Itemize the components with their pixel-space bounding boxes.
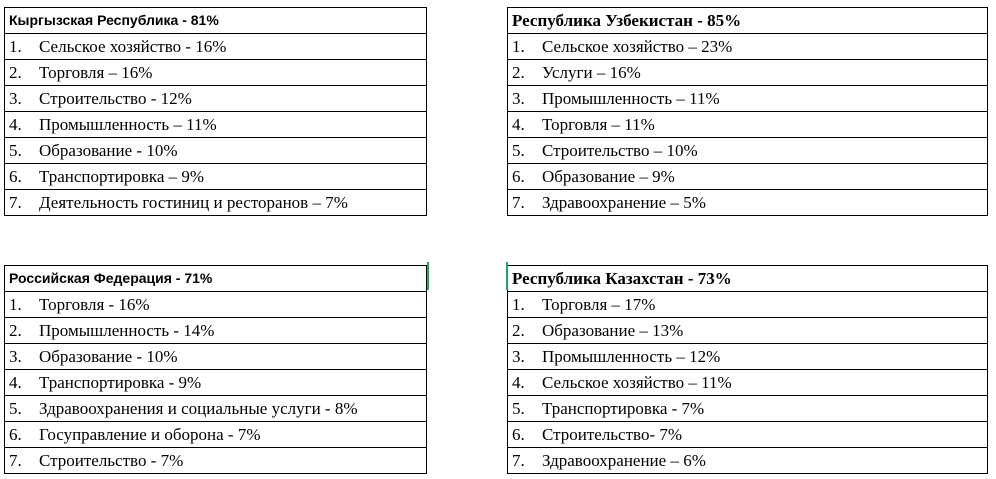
item-text: Строительство - 7% [39,451,184,470]
item-text: Деятельность гостиниц и ресторанов – 7% [39,193,348,212]
table-row[interactable] [508,344,988,370]
table-kazakhstan [507,265,988,474]
table-title[interactable]: Республика Узбекистан - 85% [508,8,988,34]
item-text: Промышленность – 11% [542,89,720,108]
item-text: Промышленность – 12% [542,347,721,366]
item-number: 4. [512,373,525,392]
item-text: Строительство – 10% [542,141,698,160]
table-row[interactable] [5,34,427,60]
table-row[interactable] [508,164,988,190]
item-number: 4. [9,373,22,392]
item-text: Строительство- 7% [542,425,683,444]
item-text: Сельское хозяйство – 23% [542,37,733,56]
table-row[interactable] [5,86,427,112]
item-text: Здравоохранение – 5% [542,193,706,212]
table-row[interactable] [5,190,427,216]
table-row[interactable] [5,164,427,190]
item-number: 1. [9,37,22,56]
item-text: Госуправление и оборона - 7% [39,425,261,444]
item-number: 5. [512,399,525,418]
table-title[interactable]: Российская Федерация - 71% [5,266,427,292]
item-text: Транспортировка - 9% [39,373,202,392]
item-number: 1. [512,295,525,314]
item-number: 6. [512,425,525,444]
table-row[interactable] [508,292,988,318]
table-row[interactable] [508,138,988,164]
table-row[interactable] [508,318,988,344]
item-number: 3. [512,89,525,108]
item-number: 1. [9,295,22,314]
item-number: 2. [512,321,525,340]
table-row[interactable] [508,190,988,216]
table-row[interactable] [5,112,427,138]
table-russia [4,265,427,474]
table-kyrgyzstan [4,7,427,216]
item-text: Транспортировка - 7% [542,399,705,418]
cell-selection-marker [506,262,508,290]
item-number: 7. [512,451,525,470]
table-row[interactable] [5,60,427,86]
item-text: Торговля – 16% [39,63,153,82]
table-title[interactable]: Кыргызская Республика - 81% [5,8,427,34]
table-row[interactable] [508,396,988,422]
table-row[interactable] [508,86,988,112]
item-text: Торговля – 17% [542,295,656,314]
table-row[interactable] [5,318,427,344]
item-text: Торговля – 11% [542,115,655,134]
item-number: 3. [9,89,22,108]
item-number: 5. [9,141,22,160]
item-number: 3. [9,347,22,366]
table-row[interactable] [5,422,427,448]
item-text: Сельское хозяйство - 16% [39,37,227,56]
item-number: 2. [9,63,22,82]
table-row[interactable] [5,138,427,164]
item-number: 7. [9,451,22,470]
table-row[interactable] [5,396,427,422]
item-number: 6. [9,167,22,186]
item-text: Образование – 13% [542,321,684,340]
item-text: Торговля - 16% [39,295,150,314]
item-text: Промышленность - 14% [39,321,215,340]
item-text: Промышленность – 11% [39,115,217,134]
table-row[interactable] [5,448,427,474]
item-text: Образование - 10% [39,347,178,366]
item-number: 6. [9,425,22,444]
table-row[interactable] [508,422,988,448]
item-text: Здравоохранения и социальные услуги - 8% [39,399,358,418]
item-number: 4. [9,115,22,134]
item-number: 6. [512,167,525,186]
table-uzbekistan [507,7,988,216]
table-row[interactable] [508,112,988,138]
table-row[interactable] [5,344,427,370]
item-text: Транспортировка – 9% [39,167,205,186]
item-number: 3. [512,347,525,366]
item-text: Строительство - 12% [39,89,192,108]
item-number: 7. [9,193,22,212]
item-number: 2. [9,321,22,340]
item-text: Здравоохранение – 6% [542,451,706,470]
item-text: Образование - 10% [39,141,178,160]
item-text: Образование – 9% [542,167,675,186]
item-number: 5. [9,399,22,418]
cell-selection-marker [427,262,429,290]
item-number: 1. [512,37,525,56]
table-row[interactable] [508,60,988,86]
item-number: 7. [512,193,525,212]
item-text: Услуги – 16% [542,63,641,82]
item-number: 2. [512,63,525,82]
table-row[interactable] [5,292,427,318]
table-row[interactable] [508,34,988,60]
table-title[interactable]: Республика Казахстан - 73% [508,266,988,292]
table-row[interactable] [508,370,988,396]
item-number: 4. [512,115,525,134]
table-row[interactable] [5,370,427,396]
item-number: 5. [512,141,525,160]
table-row[interactable] [508,448,988,474]
item-text: Сельское хозяйство – 11% [542,373,732,392]
